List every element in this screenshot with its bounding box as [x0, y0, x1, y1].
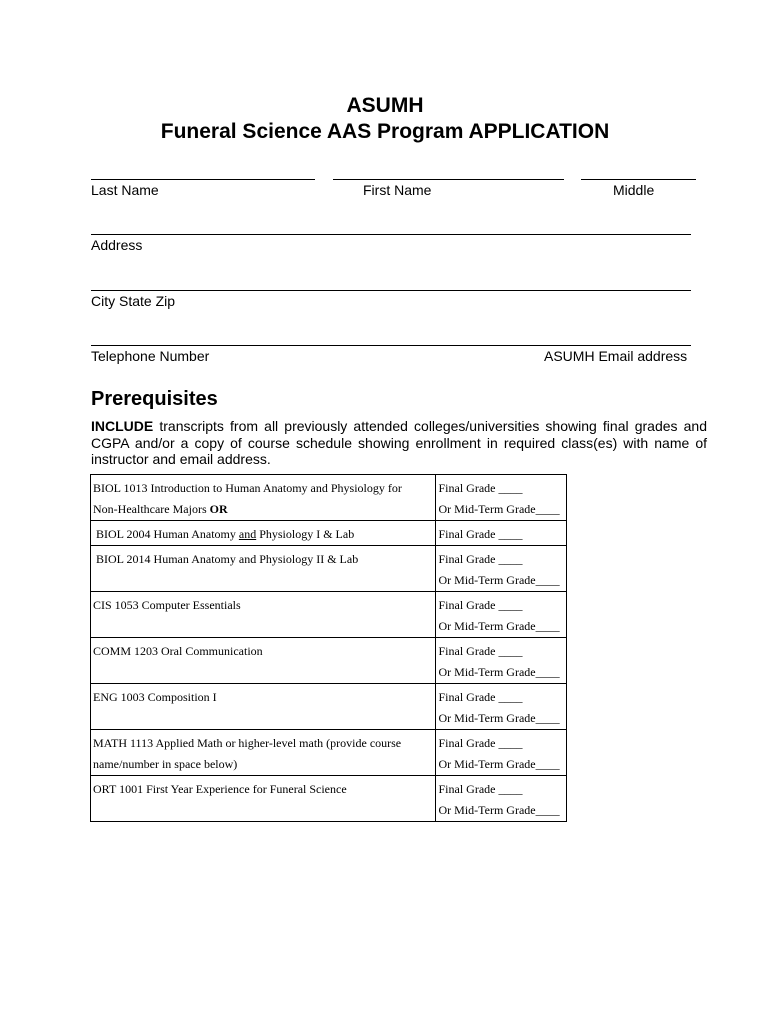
- email-label: ASUMH Email address: [544, 348, 688, 364]
- grade-cell[interactable]: [435, 475, 567, 521]
- institution-title: ASUMH: [346, 94, 424, 117]
- course-name: ENG 1003 Composition I: [93, 690, 217, 704]
- prerequisites-heading: Prerequisites: [91, 388, 218, 410]
- last-name-label: Last Name: [91, 182, 159, 198]
- table-row: [91, 521, 567, 546]
- address-line[interactable]: [91, 234, 691, 235]
- address-label: Address: [91, 237, 143, 253]
- grade-cell[interactable]: [435, 521, 567, 546]
- grade-cell[interactable]: [435, 546, 567, 592]
- final-grade-field[interactable]: Final Grade ____: [438, 481, 523, 495]
- midterm-grade-field[interactable]: Or Mid-Term Grade____: [438, 502, 560, 516]
- grade-cell[interactable]: [435, 638, 567, 684]
- course-name: CIS 1053 Computer Essentials: [93, 598, 241, 612]
- first-name-line[interactable]: [333, 179, 564, 180]
- first-name-label: First Name: [363, 182, 432, 198]
- course-name: BIOL 2004 Human Anatomy: [96, 527, 239, 541]
- course-cell: [91, 546, 436, 592]
- midterm-grade-field[interactable]: Or Mid-Term Grade____: [438, 711, 560, 725]
- table-row: [91, 730, 567, 776]
- course-cell: [91, 475, 436, 521]
- course-name: BIOL 1013 Introduction to Human Anatomy and Physiology for: [93, 481, 402, 495]
- table-row: [91, 684, 567, 730]
- grade-cell[interactable]: [435, 776, 567, 822]
- course-name-cont: Physiology I & Lab: [256, 527, 355, 541]
- intro-text: transcripts from all previously attended colleges/universities showing final grades and CGPA and/or a copy of course schedule showing enrollment in required class(es) with name of instructor and email address.: [91, 418, 707, 467]
- final-grade-field[interactable]: Final Grade ____: [438, 598, 523, 612]
- course-name: COMM 1203 Oral Communication: [93, 644, 263, 658]
- include-keyword: INCLUDE: [91, 418, 154, 434]
- or-keyword: OR: [209, 502, 228, 516]
- final-grade-field[interactable]: Final Grade ____: [438, 552, 523, 566]
- last-name-line[interactable]: [91, 179, 315, 180]
- midterm-grade-field[interactable]: Or Mid-Term Grade____: [438, 665, 560, 679]
- course-cell: [91, 730, 436, 776]
- course-name: BIOL 2014 Human Anatomy and Physiology II & Lab: [96, 552, 359, 566]
- final-grade-field[interactable]: Final Grade ____: [438, 527, 523, 541]
- grade-cell[interactable]: [435, 730, 567, 776]
- table-row: [91, 776, 567, 822]
- final-grade-field[interactable]: Final Grade ____: [438, 782, 523, 796]
- table-row: [91, 592, 567, 638]
- midterm-grade-field[interactable]: Or Mid-Term Grade____: [438, 619, 560, 633]
- midterm-grade-field[interactable]: Or Mid-Term Grade____: [438, 573, 560, 587]
- telephone-label: Telephone Number: [91, 348, 210, 364]
- table-row: [91, 638, 567, 684]
- final-grade-field[interactable]: Final Grade ____: [438, 644, 523, 658]
- course-cell: [91, 776, 436, 822]
- city-state-zip-label: City State Zip: [91, 293, 176, 309]
- final-grade-field[interactable]: Final Grade ____: [438, 736, 523, 750]
- grade-cell[interactable]: [435, 684, 567, 730]
- telephone-email-line[interactable]: [91, 345, 691, 346]
- course-name-cont: name/number in space below): [93, 757, 238, 771]
- page-title: Funeral Science AAS Program APPLICATION: [160, 120, 610, 143]
- middle-name-line[interactable]: [581, 179, 696, 180]
- table-row: [91, 546, 567, 592]
- grade-cell[interactable]: [435, 592, 567, 638]
- final-grade-field[interactable]: Final Grade ____: [438, 690, 523, 704]
- course-cell: [91, 638, 436, 684]
- course-name-cont: Non-Healthcare Majors: [93, 502, 210, 516]
- table-row: [91, 475, 567, 521]
- middle-name-label: Middle: [613, 182, 655, 198]
- midterm-grade-field[interactable]: Or Mid-Term Grade____: [438, 757, 560, 771]
- course-cell: [91, 592, 436, 638]
- course-table: [90, 474, 567, 822]
- midterm-grade-field[interactable]: Or Mid-Term Grade____: [438, 803, 560, 817]
- city-state-zip-line[interactable]: [91, 290, 691, 291]
- course-name-underlined: and: [238, 527, 257, 541]
- course-cell: [91, 521, 436, 546]
- course-cell: [91, 684, 436, 730]
- prerequisites-intro: [91, 418, 707, 468]
- course-name: MATH 1113 Applied Math or higher-level math (provide course: [93, 736, 402, 750]
- course-name: ORT 1001 First Year Experience for Funeral Science: [93, 782, 347, 796]
